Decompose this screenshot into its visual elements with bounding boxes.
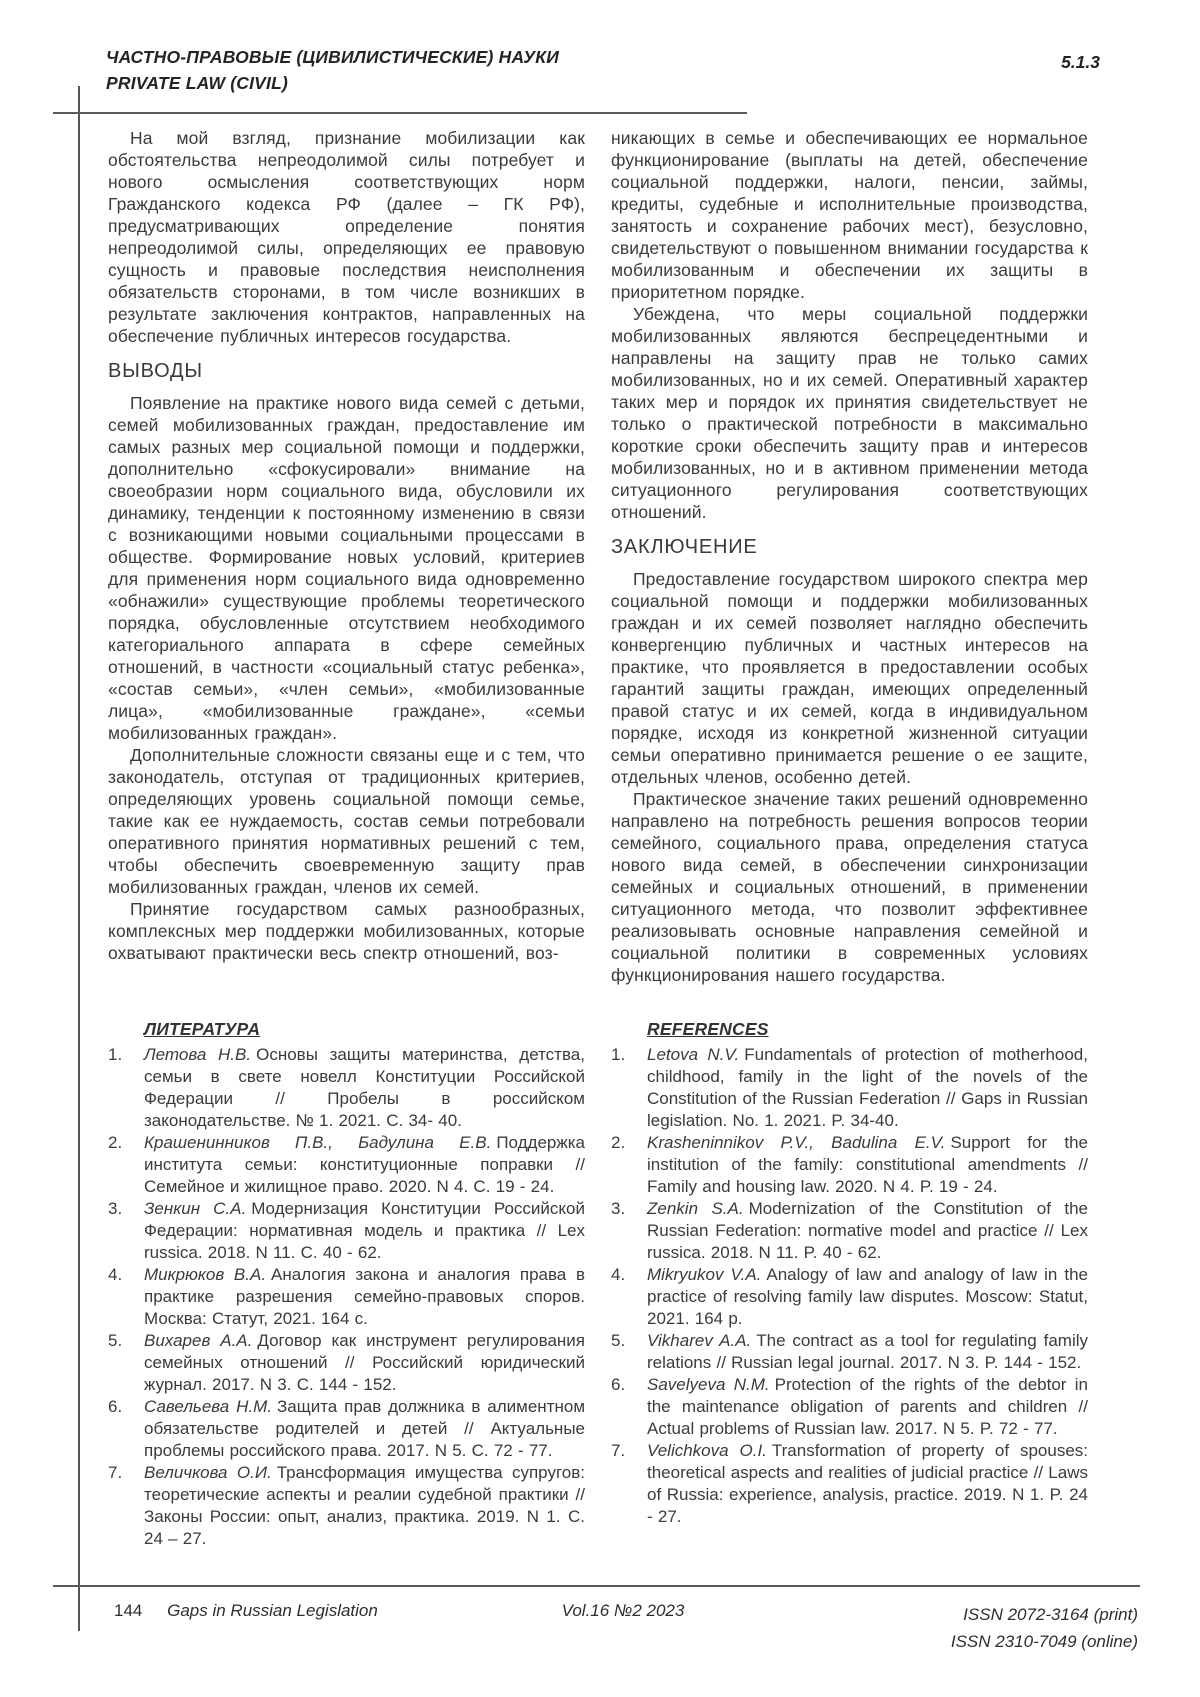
reference-authors: Letova N.V. xyxy=(647,1045,740,1064)
header-rule xyxy=(53,112,747,114)
reference-authors: Savelyeva N.M. xyxy=(647,1375,770,1394)
paragraph: На мой взгляд, признание мобилизации как обстоятельства непреодолимой силы потребует и нового осмысления соответствующих норм Гражданского кодекса РФ (далее – ГК РФ), предусматривающих определение понятия непреодолимой силы, определяющих ее правовую сущность и правовые последствия неисполнения обязательств сторонами, в том числе возникших в результате заключения контрактов, направленных на обеспечение публичных интересов государства. xyxy=(108,128,585,346)
reference-authors: Zenkin S.A. xyxy=(647,1199,744,1218)
reference-text: The contract as a tool for regulating family relations // Russian legal journal. 2017. N 3. P. 144 - 152. xyxy=(647,1331,1088,1372)
paragraph: Появление на практике нового вида семей с детьми, семей мобилизованных граждан, предоставление им самых разных мер социальной помощи и поддержки, дополнительно «сфокусировали» внимание на своеобразии норм социального вида, обусловили их динамику, тенденции к постоянному изменению в связи с возникающими новыми социальными процессами в обществе. Формирование новых условий, критериев для применения норм социального вида одновременно «обнажили» существующие проблемы теоретического порядка, обусловленные отсутствием необходимого категориального аппарата в сфере семейных отношений, в частности «социальный статус ребенка», «состав семьи», «член семьи», «мобилизованные лица», «мобилизованные граждане», «семьи мобилизованных граждан». xyxy=(108,393,585,743)
reference-item xyxy=(611,1132,1088,1198)
reference-item xyxy=(108,1330,585,1396)
reference-item xyxy=(108,1132,585,1198)
reference-item xyxy=(108,1044,585,1132)
paragraph-continuation: никающих в семье и обеспечивающих ее нормальное функционирование (выплаты на детей, обеспечение социальной поддержки, налоги, пенсии, займы, кредиты, судебные и исполнительные производства, занятость и сохранение рабочих мест), безусловно, свидетельствуют о повышенном внимании государства к мобилизованным и обеспечении их защиты в приоритетном порядке. xyxy=(611,128,1088,302)
reference-number: 6. xyxy=(611,1375,626,1394)
reference-authors: Mikryukov V.A. xyxy=(647,1265,762,1284)
reference-number: 7. xyxy=(611,1441,626,1460)
reference-authors: Летова Н.В. xyxy=(144,1045,252,1064)
reference-item xyxy=(108,1462,585,1550)
reference-text: Поддержка института семьи: конституционные поправки // Семейное и жилищное право. 2020. N 4. С. 19 - 24. xyxy=(144,1133,585,1196)
article-body xyxy=(108,127,1088,986)
volume-issue: Vol.16 №2 2023 xyxy=(561,1601,685,1620)
paragraph: Практическое значение таких решений одновременно направлено на потребность решения вопросов теории семейного, социального права, определения статуса нового вида семей, в обеспечении синхронизации семейных и социальных отношений, в применении ситуационного метода, что позволит эффективнее реализовывать основные направления семейной и социальной политики в современных условиях функционирования нашего государства. xyxy=(611,789,1088,985)
paragraph: Принятие государством самых разнообразных, комплексных мер поддержки мобилизованных, которые охватывают практически весь спектр отношений, воз- xyxy=(108,899,585,963)
reference-text: Modernization of the Constitution of the Russian Federation: normative model and practice // Lex russica. 2018. N 11. P. 40 - 62. xyxy=(647,1199,1088,1262)
reference-text: Analogy of law and analogy of law in the practice of resolving family law disputes. Moscow: Statut, 2021. 164 p. xyxy=(647,1265,1088,1328)
reference-number: 1. xyxy=(108,1045,123,1064)
reference-text: Трансформация имущества супругов: теоретические аспекты и реалии судебной практики // Законы России: опыт, анализ, практика. 2019. N 1. С. 24 – 27. xyxy=(144,1463,585,1548)
journal-title: Gaps in Russian Legislation xyxy=(167,1601,378,1620)
reference-authors: Савельева Н.М. xyxy=(144,1397,272,1416)
reference-text: Договор как инструмент регулирования семейных отношений // Российский юридический журнал. 2017. N 3. С. 144 - 152. xyxy=(144,1331,585,1394)
reference-authors: Величкова О.И. xyxy=(144,1463,272,1482)
reference-number: 4. xyxy=(108,1265,123,1284)
paragraph: Предоставление государством широкого спектра мер социальной помощи и поддержки мобилизованных граждан и их семей позволяет наглядно обеспечить конвергенцию публичных и частных интересов на практике, что проявляется в предоставлении особых гарантий защиты граждан, имеющих определенный правой статус и их семей, когда в индивидуальном порядке, исходя из конкретной жизненной ситуации семьи оперативно принимается решение о ее защите, отдельных членов, особенно детей. xyxy=(611,569,1088,787)
references-section xyxy=(611,1018,1088,1550)
reference-item xyxy=(611,1044,1088,1132)
reference-item xyxy=(611,1198,1088,1264)
reference-authors: Вихарев А.А. xyxy=(144,1331,253,1350)
issn-online: ISSN 2310-7049 (online) xyxy=(950,1632,1138,1651)
reference-text: Protection of the rights of the debtor in the maintenance obligation of parents and children // Actual problems of Russian law. 2017. N 5. P. 72 - 77. xyxy=(647,1375,1088,1438)
reference-text: Защита прав должника в алиментном обязательстве родителей и детей // Актуальные проблемы российского права. 2017. N 5. С. 72 - 77. xyxy=(144,1397,586,1460)
paragraph: Убеждена, что меры социальной поддержки мобилизованных являются беспрецедентными и направлены на защиту прав не только самих мобилизованных, но и их семей. Оперативный характер таких мер и порядок их принятия свидетельствует не только о практической потребности в максимально короткие сроки обеспечить защиту прав и интересов мобилизованных, но и в активном применении метода ситуационного регулирования соответствующих отношений. xyxy=(611,304,1088,522)
reference-item xyxy=(108,1198,585,1264)
reference-authors: Крашенинников П.В., Бадулина Е.В. xyxy=(144,1133,492,1152)
bibliography xyxy=(108,1018,1088,1550)
rubric-line-en: PRIVATE LAW (CIVIL) xyxy=(106,73,289,93)
reference-authors: Зенкин С.А. xyxy=(144,1199,247,1218)
reference-text: Модернизация Конституции Российской Федерации: нормативная модель и практика // Lex russica. 2018. N 11. С. 40 - 62. xyxy=(144,1199,585,1262)
reference-authors: Velichkova O.I. xyxy=(647,1441,767,1460)
reference-text: Основы защиты материнства, детства, семьи в свете новелл Конституции Российской Федерации // Пробелы в российском законодательстве. № 1. 2021. С. 34- 40. xyxy=(144,1045,585,1130)
left-column xyxy=(108,127,585,986)
reference-number: 5. xyxy=(108,1331,123,1350)
heading-vyvody: ВЫВОДЫ xyxy=(108,360,203,382)
literature-section xyxy=(108,1018,585,1550)
reference-item xyxy=(611,1264,1088,1330)
reference-authors: Vikharev A.A. xyxy=(647,1331,752,1350)
reference-number: 4. xyxy=(611,1265,626,1284)
reference-number: 7. xyxy=(108,1463,123,1482)
reference-number: 3. xyxy=(108,1199,123,1218)
reference-text: Fundamentals of protection of motherhood, childhood, family in the light of the novels of the Constitution of the Russian Federation // Gaps in Russian legislation. No. 1. 2021. P. 34-40. xyxy=(647,1045,1088,1130)
reference-item xyxy=(611,1440,1088,1528)
reference-item xyxy=(108,1264,585,1330)
specialty-code: 5.1.3 xyxy=(1061,52,1100,72)
page-footer xyxy=(108,1601,1138,1661)
reference-authors: Микрюков В.А. xyxy=(144,1265,267,1284)
heading-zaklyuchenie: ЗАКЛЮЧЕНИЕ xyxy=(611,536,758,558)
paragraph: Дополнительные сложности связаны еще и с тем, что законодатель, отступая от традиционных критериев, определяющих уровень социальной помощи семье, такие как ее нуждаемость, состав семьи потребовали оперативного принятия нормативных решений с тем, чтобы обеспечить своевременную защиту прав мобилизованных граждан, членов их семей. xyxy=(108,745,585,897)
reference-number: 2. xyxy=(611,1133,626,1152)
reference-number: 1. xyxy=(611,1045,626,1064)
right-column xyxy=(611,127,1088,986)
issn-print: ISSN 2072-3164 (print) xyxy=(963,1605,1138,1624)
references-heading: REFERENCES xyxy=(647,1019,769,1039)
reference-text: Support for the institution of the family: constitutional amendments // Family and housing law. 2020. N 4. P. 19 - 24. xyxy=(647,1133,1088,1196)
left-margin-rule xyxy=(78,86,80,1631)
footer-rule xyxy=(53,1585,1140,1587)
reference-authors: Krasheninnikov P.V., Badulina E.V. xyxy=(647,1133,946,1152)
rubric-line-ru: ЧАСТНО-ПРАВОВЫЕ (ЦИВИЛИСТИЧЕСКИЕ) НАУКИ xyxy=(106,47,560,67)
reference-number: 5. xyxy=(611,1331,626,1350)
reference-number: 6. xyxy=(108,1397,123,1416)
reference-number: 3. xyxy=(611,1199,626,1218)
literature-heading: ЛИТЕРАТУРА xyxy=(144,1019,261,1039)
page-number: 144 xyxy=(114,1601,143,1620)
reference-item xyxy=(108,1396,585,1462)
reference-item xyxy=(611,1330,1088,1374)
reference-text: Аналогия закона и аналогия права в практике разрешения семейно-правовых споров. Москва: Статут, 2021. 164 с. xyxy=(144,1265,585,1328)
reference-item xyxy=(611,1374,1088,1440)
section-rubric xyxy=(106,44,826,96)
reference-text: Transformation of property of spouses: theoretical aspects and realities of judicial practice // Laws of Russia: experience, analysis, practice. 2019. N 1. P. 24 - 27. xyxy=(647,1441,1088,1526)
reference-number: 2. xyxy=(108,1133,123,1152)
